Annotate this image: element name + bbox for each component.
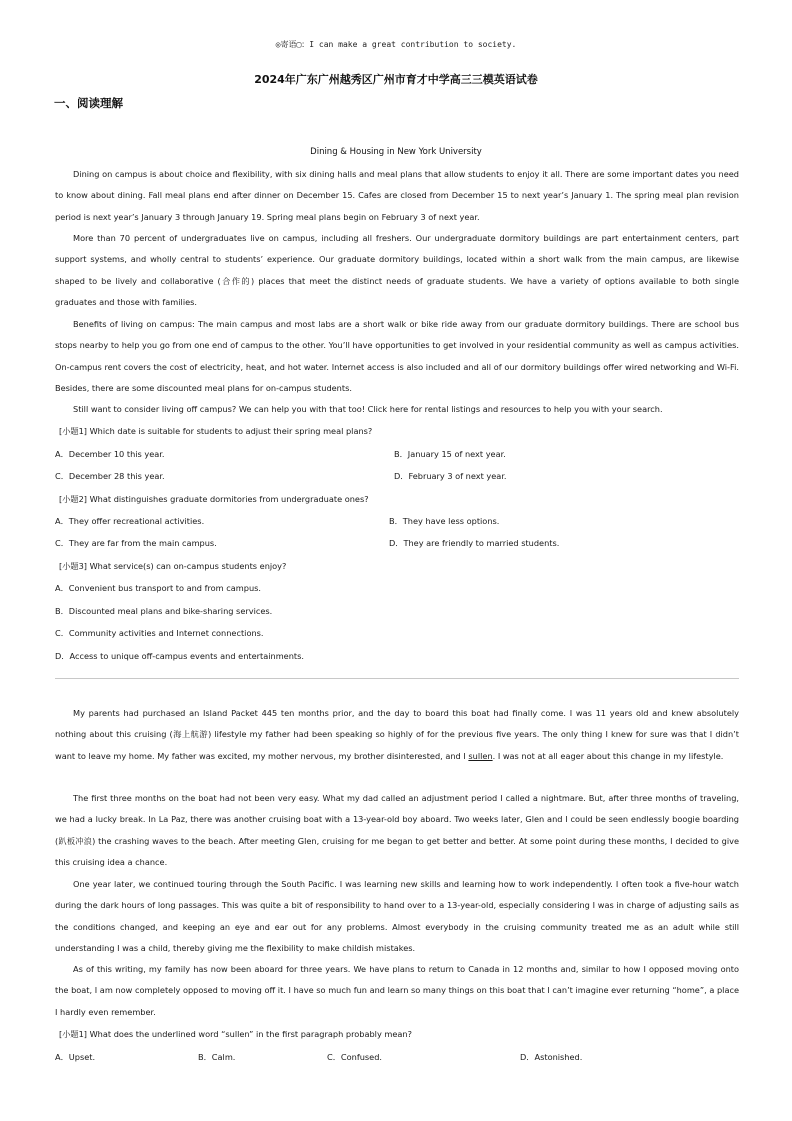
option-d[interactable]: D．Astonished. xyxy=(520,1052,583,1062)
divider xyxy=(55,678,739,679)
passage-paragraph: Still want to consider living off campus? We can help you with that too! Click here for rental listings and resources to help you with your search. xyxy=(73,404,663,414)
option-c[interactable]: C．Community activities and Internet connections. xyxy=(55,628,264,638)
option-a[interactable]: A．December 10 this year. xyxy=(55,449,165,459)
option-b[interactable]: B．They have less options. xyxy=(389,516,500,526)
question-stem: [小题1] What does the underlined word “sullen” in the first paragraph probably mean? xyxy=(59,1029,412,1039)
question-stem: [小题2] What distinguishes graduate dormitories from undergraduate ones? xyxy=(59,494,369,504)
exam-title: 2024年广东广州越秀区广州市育才中学高三三模英语试卷 xyxy=(254,73,538,86)
passage-paragraph: Dining on campus is about choice and flexibility, with six dining halls and meal plans that allow students to enjoy it all. There are some important dates you need to know about dining. Fall meal plans end after dinner on December 15. Cafes are closed from December 15 to next year’s January 1. The spring meal plan revision period is next year’s January 3 through January 19. Spring meal plans begin on February 3 of next year. xyxy=(55,169,739,222)
passage-paragraph: Benefits of living on campus: The main campus and most labs are a short walk or bike ride away from our graduate dormitory buildings. There are school bus stops nearby to help you go from one end of campus to the other. You’ll have opportunities to get involved in your residential community as well as campus activities. On-campus rent covers the cost of electricity, heat, and hot water. Internet access is also included and all of our dormitory buildings offer wired networking and Wi-Fi. Besides, there are some discounted meal plans for on-campus students. xyxy=(55,319,739,393)
passage-paragraph: More than 70 percent of undergraduates live on campus, including all freshers. Our undergraduate dormitory buildings are part entertainment centers, part support systems, and wholly central to students’ experience. Our graduate dormitory buildings, located within a short walk from the main campus, are likewise shaped to be lively and collaborative (合作的) places that meet the distinct needs of graduate students. We have a variety of options available to both single graduates and those with families. xyxy=(55,233,739,307)
option-a[interactable]: A．Upset. xyxy=(55,1052,96,1062)
option-c[interactable]: C．December 28 this year. xyxy=(55,471,165,481)
option-b[interactable]: B．Discounted meal plans and bike-sharing services. xyxy=(55,606,273,616)
underlined-word: sullen xyxy=(468,750,493,761)
question-stem: [小题1] Which date is suitable for students to adjust their spring meal plans? xyxy=(59,426,373,436)
option-b[interactable]: B．January 15 of next year. xyxy=(394,449,506,459)
motto: ◎寄语▢：I can make a great contribution to society. xyxy=(275,40,517,49)
passage-paragraph: The first three months on the boat had not been very easy. What my dad called an adjustment period I called a nightmare. But, after three months of traveling, we had a lucky break. In La Paz, there was another cruising boat with a 13-year-old boy aboard. Two weeks later, Glen and I could be seen endlessly boogie boarding (趴板冲浪) the crashing waves to the beach. After meeting Glen, cruising for me began to get better and better. At some point during these months, I decided to give this cruising idea a chance. xyxy=(55,793,739,867)
option-b[interactable]: B．Calm. xyxy=(198,1052,236,1062)
option-a[interactable]: A．They offer recreational activities. xyxy=(55,516,205,526)
passage-paragraph: One year later, we continued touring through the South Pacific. I was learning new skills and learning how to work independently. I often took a five-hour watch during the dark hours of long passages. This was quite a bit of responsibility to hand over to a 13-year-old, especially considering I was in charge of adjusting sails as the conditions changed, and keeping an eye and ear out for any problems. Almost everybody in the cruising community treated me as an adult while still understanding I was a child, thereby giving me the flexibility to make childish mistakes. xyxy=(55,879,739,953)
option-d[interactable]: D．February 3 of next year. xyxy=(394,471,507,481)
paragraph-text: . I was not at all eager about this change in my lifestyle. xyxy=(492,750,724,761)
question-stem: [小题3] What service(s) can on-campus students enjoy? xyxy=(59,561,287,571)
option-a[interactable]: A．Convenient bus transport to and from campus. xyxy=(55,583,262,593)
passage-paragraph xyxy=(55,703,739,767)
section-heading: 一、阅读理解 xyxy=(54,96,123,110)
passage-title: Dining & Housing in New York University xyxy=(310,147,482,157)
option-c[interactable]: C．Confused. xyxy=(327,1052,382,1062)
option-c[interactable]: C．They are far from the main campus. xyxy=(55,538,217,548)
option-d[interactable]: D．Access to unique off-campus events and entertainments. xyxy=(55,651,304,661)
option-d[interactable]: D．They are friendly to married students. xyxy=(389,538,560,548)
passage-paragraph: As of this writing, my family has now been aboard for three years. We have plans to return to Canada in 12 months and, similar to how I opposed moving onto the boat, I am now completely opposed to moving off it. I have so much fun and learn so many things on this boat that I can’t imagine ever returning “home”, a place I hardly even remember. xyxy=(55,964,739,1017)
paragraph-text: My parents had purchased an Island Packet 445 ten months prior, and the day to board this boat had finally come. I was 11 years old and knew absolutely nothing about this cruising (海上航游) lifestyle my father had been speaking so highly of for the previous five years. The only thing I knew for sure was that I didn’t want to leave my home. My father was excited, my mother nervous, my brother disinterested, and I xyxy=(55,708,739,761)
